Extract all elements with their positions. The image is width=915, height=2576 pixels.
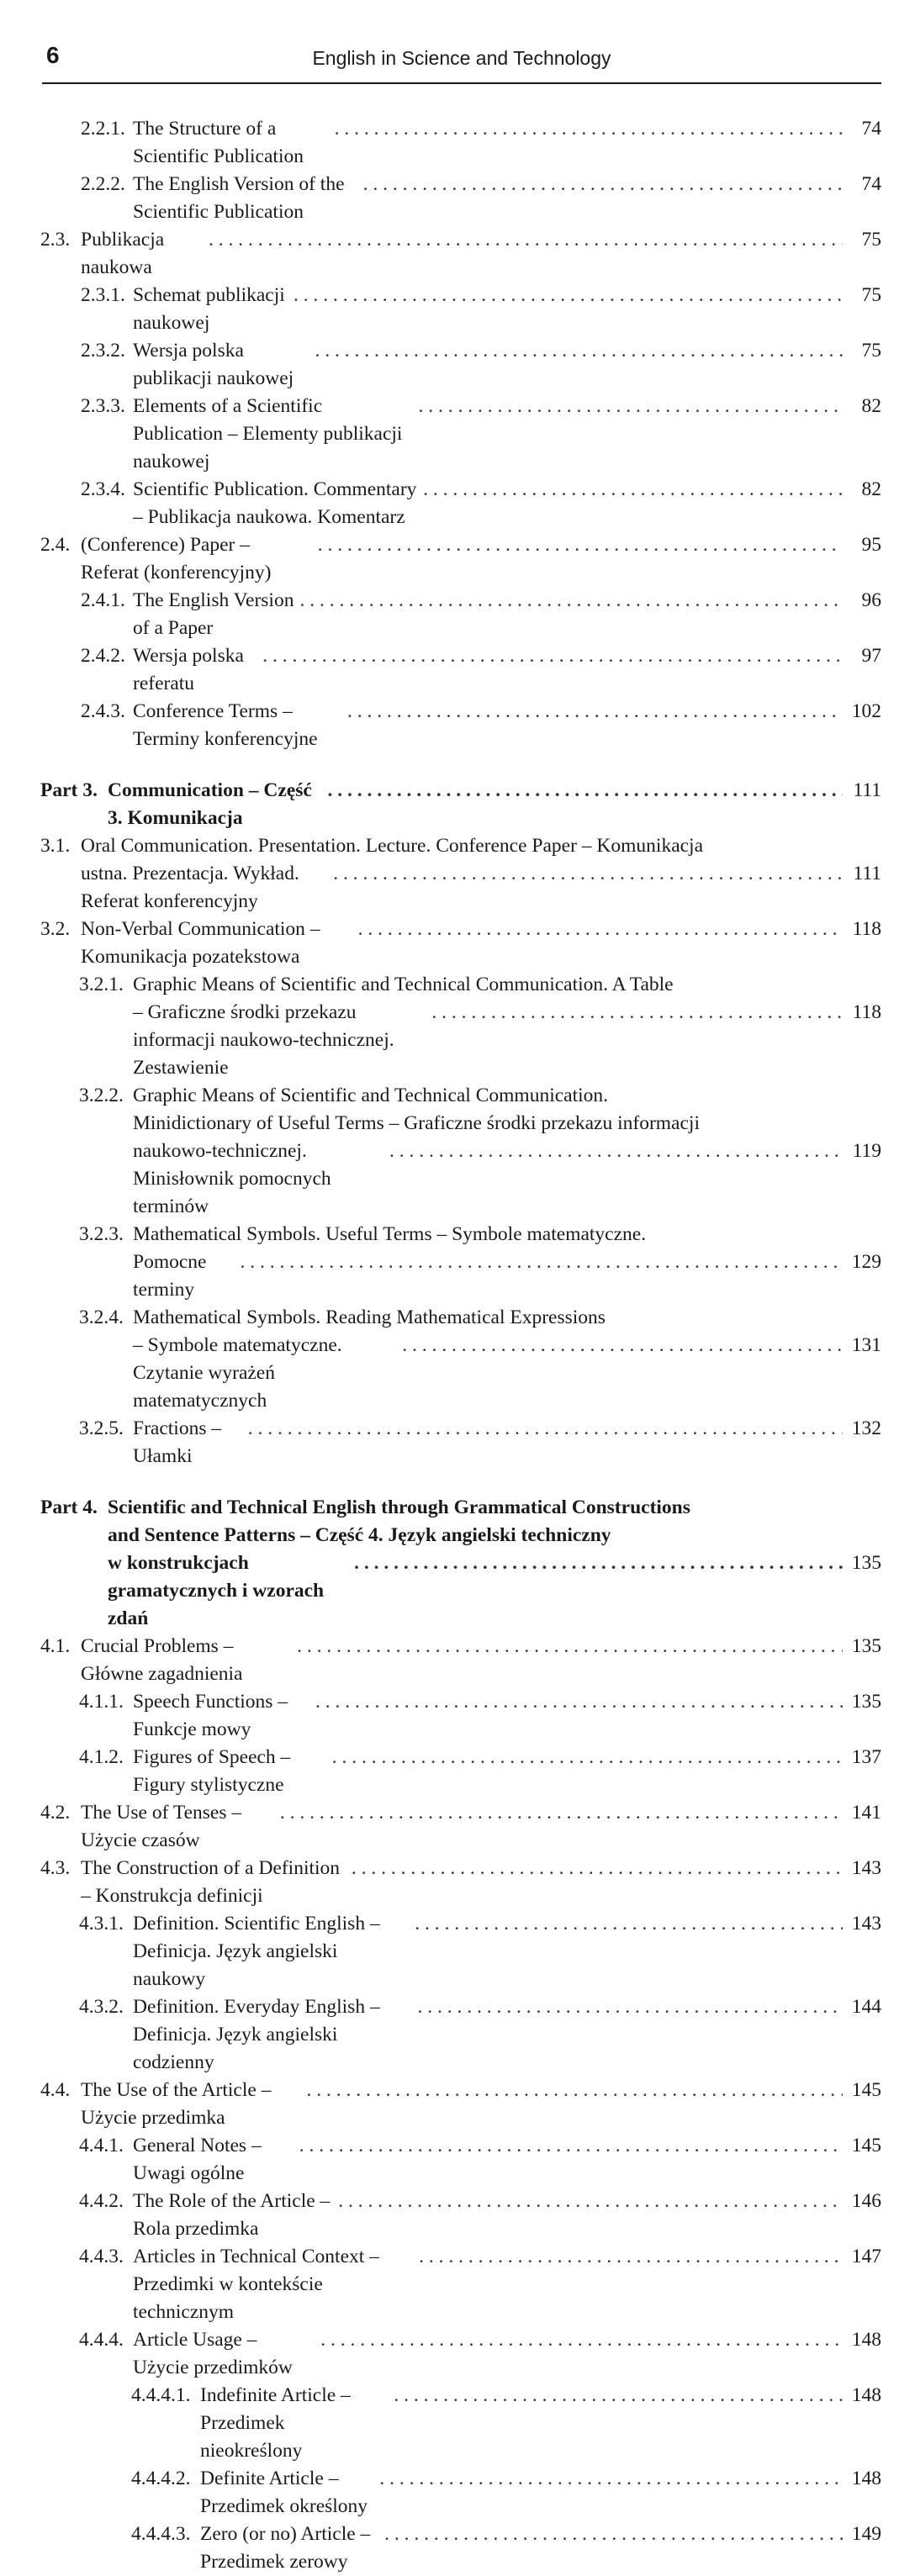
- toc-entry[interactable]: [40, 2188, 881, 2243]
- toc-entry[interactable]: [40, 642, 881, 698]
- toc-entry-number: 2.3.3.: [81, 395, 125, 417]
- toc-entry-number: 3.2.3.: [79, 1223, 124, 1245]
- toc-entry-title: Articles in Technical Context – Przedimki w kontekście technicznym: [133, 2246, 384, 2323]
- toc-entry[interactable]: [40, 2077, 881, 2132]
- dot-leader: [262, 642, 843, 670]
- toc-entry-title: Figures of Speech – Figury stylistyczne: [133, 1746, 296, 1796]
- toc-page-number: 95: [861, 534, 881, 556]
- toc-entry[interactable]: [40, 2382, 881, 2465]
- toc-entry[interactable]: [40, 337, 881, 393]
- toc-entry-number: 4.4.4.: [79, 2329, 124, 2351]
- toc-entry[interactable]: [40, 1855, 881, 1910]
- toc-entry[interactable]: [40, 777, 881, 832]
- dot-leader: [332, 1744, 843, 1771]
- toc-entry[interactable]: [40, 1799, 881, 1855]
- toc-entry[interactable]: [40, 698, 881, 753]
- toc-entry-number: 4.4.: [40, 2079, 71, 2101]
- toc-entry-title: Non-Verbal Communication – Komunikacja pozatekstowa: [81, 918, 325, 968]
- toc-page-number: 145: [851, 2079, 881, 2101]
- toc-entry-title: Wersja polska publikacji naukowej: [133, 340, 294, 389]
- toc-entry-number: 2.4.2.: [81, 645, 125, 667]
- toc-entry-title: Crucial Problems – Główne zagadnienia: [81, 1635, 243, 1685]
- toc-page-number: 146: [851, 2190, 881, 2212]
- toc-entry-number: 4.1.2.: [79, 1746, 124, 1768]
- dot-leader: [241, 1248, 843, 1276]
- toc-entry[interactable]: [40, 1633, 881, 1688]
- dot-leader: [299, 2132, 843, 2160]
- toc-entry-number: 2.2.1.: [81, 118, 125, 140]
- toc-entry-number: 3.2.2.: [79, 1085, 124, 1106]
- toc-entry-number: 4.4.2.: [79, 2190, 124, 2212]
- toc-page-number: 74: [861, 118, 881, 140]
- dot-leader: [248, 1415, 843, 1443]
- toc-entry[interactable]: [40, 1221, 881, 1304]
- dot-leader: [415, 1910, 843, 1938]
- toc-entry-title: Fractions – Ułamki: [133, 1417, 226, 1467]
- toc-entry-title: Oral Communication. Presentation. Lecture. Conference Paper – Komunikacja: [81, 835, 704, 857]
- toc-entry[interactable]: [40, 2521, 881, 2576]
- toc-entry-number: 4.4.3.: [79, 2246, 124, 2267]
- toc-entry[interactable]: [40, 832, 881, 916]
- toc-entry-title: Schemat publikacji naukowej: [133, 284, 290, 334]
- toc-entry[interactable]: [40, 2326, 881, 2382]
- dot-leader: [358, 916, 843, 943]
- toc-entry-title: w konstrukcjach gramatycznych i wzorach zdań: [108, 1552, 329, 1629]
- toc-entry-number: 2.3.4.: [81, 478, 125, 500]
- dot-leader: [354, 1549, 843, 1577]
- toc-page-number: 145: [851, 2135, 881, 2156]
- toc-entry-number: 4.4.1.: [79, 2135, 124, 2156]
- toc-page-number: 82: [861, 395, 881, 417]
- toc-entry-number: 4.1.: [40, 1635, 71, 1657]
- toc-entry-number: 2.4.: [40, 534, 71, 556]
- toc-page-number: 148: [851, 2384, 881, 2406]
- toc-entry-title: The Use of the Article – Użycie przedimka: [81, 2079, 277, 2129]
- toc-page-number: 75: [861, 284, 881, 306]
- dot-leader: [423, 476, 843, 504]
- dot-leader: [294, 282, 843, 309]
- toc-entry[interactable]: [40, 1494, 881, 1633]
- toc-entry-title: Scientific Publication. Commentary – Publikacja naukowa. Komentarz: [133, 478, 422, 528]
- toc-page-number: 144: [851, 1996, 881, 2018]
- toc-entry-number: 4.2.: [40, 1802, 71, 1824]
- dot-leader: [419, 393, 843, 420]
- toc-entry-title: Definite Article – Przedimek określony: [200, 2468, 368, 2517]
- toc-entry-number: 4.4.4.1.: [131, 2384, 191, 2406]
- toc-entry-title: and Sentence Patterns – Część 4. Język angielski techniczny: [108, 1524, 611, 1546]
- dot-leader: [306, 2077, 843, 2104]
- dot-leader: [338, 2188, 843, 2215]
- page-number: 6: [46, 42, 60, 68]
- dot-leader: [280, 1799, 843, 1827]
- toc-page-number: 111: [853, 863, 881, 884]
- toc-entry-title: The English Version of the Scientific Publication: [133, 173, 350, 223]
- toc-page-number: 119: [852, 1140, 881, 1162]
- toc-entry[interactable]: [40, 2132, 881, 2188]
- toc-entry[interactable]: [40, 1910, 881, 1993]
- dot-leader: [320, 2326, 843, 2354]
- toc-entry-title: Graphic Means of Scientific and Technical Communication.: [133, 1085, 609, 1106]
- dot-leader: [335, 115, 843, 143]
- toc-page-number: 143: [851, 1857, 881, 1879]
- toc-page-number: 141: [851, 1802, 881, 1824]
- dot-leader: [347, 698, 843, 726]
- toc-entry[interactable]: [40, 476, 881, 531]
- toc-entry-number: 4.4.4.3.: [131, 2523, 191, 2545]
- toc-page-number: 148: [851, 2329, 881, 2351]
- toc-entry[interactable]: [40, 2243, 881, 2326]
- toc-page-number: 132: [851, 1417, 881, 1439]
- dot-leader: [431, 999, 843, 1027]
- toc-entry-number: 4.3.1.: [79, 1913, 124, 1935]
- toc-entry-title: Mathematical Symbols. Useful Terms – Symbole matematyczne.: [133, 1223, 647, 1245]
- toc-entry-title: Wersja polska referatu: [133, 645, 249, 694]
- toc-entry-title: – Graficzne środki przekazu informacji naukowo-technicznej. Zestawienie: [133, 1001, 399, 1079]
- toc-entry-title: The Role of the Article – Rola przedimka: [133, 2190, 336, 2240]
- dot-leader: [418, 1993, 843, 2021]
- dot-leader: [384, 2521, 843, 2548]
- toc-entry-title: Article Usage – Użycie przedimków: [133, 2329, 293, 2378]
- toc-entry-number: 2.2.2.: [81, 173, 125, 195]
- dot-leader: [352, 1855, 843, 1882]
- section-gap: [40, 1470, 881, 1494]
- toc-page-number: 102: [851, 700, 881, 722]
- toc-entry-title: Communication – Część 3. Komunikacja: [108, 779, 317, 829]
- dot-leader: [328, 777, 844, 805]
- dot-leader: [363, 171, 843, 198]
- toc-entry[interactable]: [40, 587, 881, 642]
- toc-entry-number: 3.1.: [40, 835, 71, 857]
- toc-entry-title: Zero (or no) Article – Przedimek zerowy: [200, 2523, 376, 2573]
- page-header: [42, 40, 881, 84]
- toc-entry-title: Mathematical Symbols. Reading Mathematical Expressions: [133, 1306, 606, 1328]
- toc-page-number: 118: [852, 918, 881, 940]
- toc-page-number: 118: [852, 1001, 881, 1023]
- toc-entry-title: Elements of a Scientific Publication – Elementy publikacji naukowej: [133, 395, 408, 472]
- toc-entry-number: Part 3.: [40, 779, 98, 801]
- toc-entry[interactable]: [40, 1082, 881, 1221]
- toc-page-number: 148: [851, 2468, 881, 2489]
- toc-entry[interactable]: [40, 171, 881, 226]
- toc-entry-number: 3.2.5.: [79, 1417, 124, 1439]
- dot-leader: [297, 1633, 843, 1660]
- toc-entry-title: The Construction of a Definition – Konstrukcja definicji: [81, 1857, 345, 1907]
- toc-entry-title: The Structure of a Scientific Publication: [133, 118, 304, 167]
- toc-entry-number: 3.2.: [40, 918, 71, 940]
- dot-leader: [318, 531, 843, 559]
- toc-page-number: 149: [851, 2523, 881, 2545]
- toc-page-number: 143: [851, 1913, 881, 1935]
- toc-entry[interactable]: [40, 393, 881, 476]
- toc-entry-number: 4.1.1.: [79, 1691, 124, 1713]
- toc-entry-title: Publikacja naukowa: [81, 229, 170, 278]
- dot-leader: [394, 2382, 843, 2410]
- toc-entry-title: ustna. Prezentacja. Wykład. Referat konferencyjny: [81, 863, 304, 912]
- toc-page-number: 147: [851, 2246, 881, 2267]
- toc-entry-number: 3.2.1.: [79, 974, 124, 995]
- toc-entry-number: 2.4.3.: [81, 700, 125, 722]
- dot-leader: [333, 860, 843, 888]
- toc-page-number: 135: [851, 1552, 881, 1574]
- dot-leader: [300, 587, 843, 615]
- toc-entry-title: Definition. Scientific English – Definicja. Język angielski naukowy: [133, 1913, 385, 1990]
- toc-entry[interactable]: [40, 1688, 881, 1744]
- toc-entry[interactable]: [40, 282, 881, 337]
- toc-entry-title: Speech Functions – Funkcje mowy: [133, 1691, 293, 1740]
- dot-leader: [419, 2243, 843, 2271]
- toc-entry-title: Graphic Means of Scientific and Technical Communication. A Table: [133, 974, 674, 995]
- dot-leader: [402, 1332, 843, 1359]
- toc-entry-title: Indefinite Article – Przedimek nieokreślony: [200, 2384, 356, 2462]
- toc-entry-title: General Notes – Uwagi ogólne: [133, 2135, 267, 2184]
- running-title: English in Science and Technology: [312, 47, 611, 69]
- toc-entry-number: Part 4.: [40, 1497, 98, 1518]
- toc-page-number: 131: [851, 1334, 881, 1356]
- toc-page-number: 111: [853, 779, 881, 801]
- toc-entry[interactable]: [40, 1415, 881, 1470]
- toc-page-number: 97: [861, 645, 881, 667]
- toc-entry-title: The English Version of a Paper: [133, 589, 299, 639]
- dot-leader: [315, 337, 843, 365]
- toc-page-number: 135: [851, 1691, 881, 1713]
- toc-page-number: 75: [861, 340, 881, 362]
- toc-entry-title: (Conference) Paper – Referat (konferencyjny): [81, 534, 272, 583]
- toc-page-number: 75: [861, 229, 881, 251]
- toc-entry[interactable]: [40, 1304, 881, 1415]
- section-gap: [40, 753, 881, 777]
- toc-entry-title: Pomocne terminy: [133, 1251, 212, 1301]
- toc-entry-number: 2.3.: [40, 229, 71, 251]
- toc-entry[interactable]: [40, 2465, 881, 2521]
- toc-page-number: 74: [861, 173, 881, 195]
- toc-entry-number: 3.2.4.: [79, 1306, 124, 1328]
- toc-page-number: 135: [851, 1635, 881, 1657]
- toc-entry-number: 4.3.: [40, 1857, 71, 1879]
- dot-leader: [379, 2465, 843, 2493]
- toc-entry-title: – Symbole matematyczne. Czytanie wyrażeń matematycznych: [133, 1334, 347, 1412]
- toc-entry[interactable]: [40, 226, 881, 282]
- dot-leader: [209, 226, 843, 254]
- toc-entry[interactable]: [40, 531, 881, 587]
- toc-entry[interactable]: [40, 1993, 881, 2077]
- toc-entry-title: Conference Terms – Terminy konferencyjne: [133, 700, 318, 750]
- toc-entry-title: naukowo-technicznej. Minisłownik pomocnych terminów: [133, 1140, 336, 1217]
- toc-page-number: 129: [851, 1251, 881, 1273]
- toc-entry[interactable]: [40, 916, 881, 971]
- toc-entry[interactable]: [40, 971, 881, 1082]
- toc-entry-number: 2.4.1.: [81, 589, 125, 611]
- toc-entry-number: 4.3.2.: [79, 1996, 124, 2018]
- toc-page-number: 96: [861, 589, 881, 611]
- dot-leader: [315, 1688, 843, 1716]
- toc-entry-number: 2.3.1.: [81, 284, 125, 306]
- toc-entry-title: Definition. Everyday English – Definicja. Język angielski codzienny: [133, 1996, 385, 2073]
- toc-page-number: 137: [851, 1746, 881, 1768]
- dot-leader: [389, 1138, 843, 1165]
- toc-entry-number: 4.4.4.2.: [131, 2468, 191, 2489]
- toc-entry-title: Minidictionary of Useful Terms – Graficzne środki przekazu informacji: [133, 1112, 700, 1134]
- toc-entry-title: The Use of Tenses – Użycie czasów: [81, 1802, 246, 1851]
- toc-page-number: 82: [861, 478, 881, 500]
- table-of-contents: [40, 115, 881, 2576]
- toc-entry-number: 2.3.2.: [81, 340, 125, 362]
- toc-entry[interactable]: [40, 1744, 881, 1799]
- toc-entry-title: Scientific and Technical English through Grammatical Constructions: [108, 1497, 690, 1518]
- toc-entry[interactable]: [40, 115, 881, 171]
